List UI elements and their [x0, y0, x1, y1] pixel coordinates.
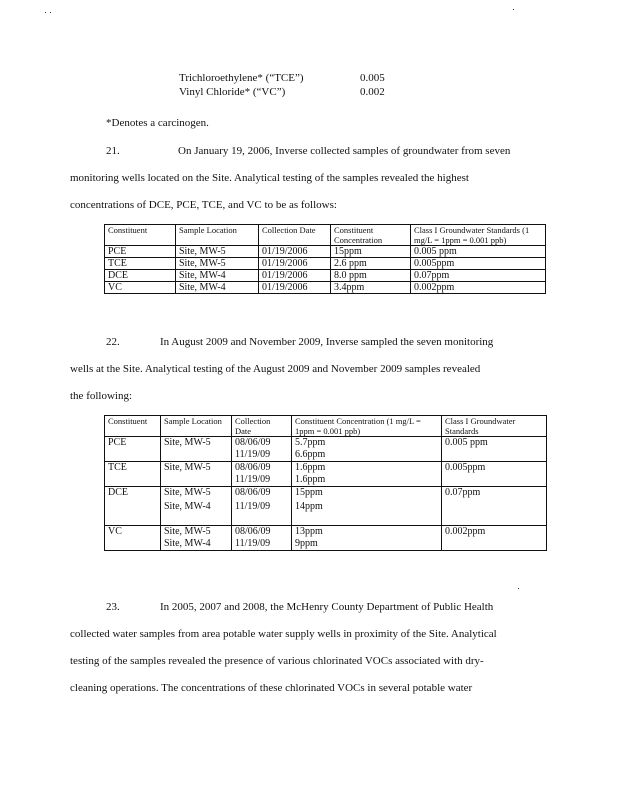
list-item-name: Vinyl Chloride* (“VC”) [179, 86, 286, 98]
table-cell: Site, MW-5 [176, 246, 259, 258]
table-cell: Site, MW-4 [176, 282, 259, 294]
table-cell: TCE [105, 462, 161, 487]
table-row [105, 487, 547, 502]
groundwater-table-2009 [104, 415, 547, 551]
table-cell: PCE [105, 437, 161, 462]
paragraph-number: 22. [106, 336, 120, 348]
column-header: Constituent [105, 225, 176, 246]
table-cell: Site, MW-5 [161, 526, 232, 539]
table-cell: 2.6 ppm [331, 258, 411, 270]
table-cell: 15ppm [331, 246, 411, 258]
table-cell: 14ppm [292, 501, 442, 526]
table-cell: 5.7ppm [292, 437, 442, 450]
table-cell: 8.0 ppm [331, 270, 411, 282]
table-row [105, 258, 546, 270]
paragraph-line: cleaning operations. The concentrations of these chlorinated VOCs in several potable water [70, 682, 473, 694]
table-cell: 0.07ppm [442, 487, 547, 526]
paragraph-number: 21. [106, 145, 120, 157]
table-cell: Site, MW-4 [161, 538, 232, 551]
table-cell: 0.005 ppm [442, 437, 547, 462]
paragraph-line: In August 2009 and November 2009, Inverse sampled the seven monitoring [160, 336, 494, 348]
table-cell: 08/06/09 [232, 462, 292, 475]
table-cell: 11/19/09 [232, 449, 292, 462]
table-cell: Site, MW-4 [176, 270, 259, 282]
table-cell: Site, MW-5 [161, 487, 232, 502]
table-cell: 1.6ppm [292, 462, 442, 475]
scan-speck [45, 12, 46, 13]
paragraph-line: concentrations of DCE, PCE, TCE, and VC to be as follows: [70, 199, 337, 211]
table-cell: Site, MW-5 [161, 462, 232, 475]
paragraph-number: 23. [106, 601, 120, 613]
table-cell [161, 474, 232, 487]
table-cell: 0.005ppm [411, 258, 546, 270]
table-header-row [105, 225, 546, 246]
column-header: Sample Location [176, 225, 259, 246]
table-row [105, 437, 547, 450]
table-cell: VC [105, 526, 161, 551]
column-header: Class I Groundwater Standards [442, 416, 547, 437]
table-cell: 0.002ppm [411, 282, 546, 294]
paragraph-line: testing of the samples revealed the presence of various chlorinated VOCs associated with dry- [70, 655, 484, 667]
table-cell: VC [105, 282, 176, 294]
table-cell [161, 449, 232, 462]
table-cell: 6.6ppm [292, 449, 442, 462]
list-item-value: 0.005 [360, 72, 385, 84]
table-cell: 9ppm [292, 538, 442, 551]
column-header: Collection Date [232, 416, 292, 437]
table-cell: 0.002ppm [442, 526, 547, 551]
table-cell: Site, MW-5 [161, 437, 232, 450]
table-cell: 0.005ppm [442, 462, 547, 487]
table-cell: PCE [105, 246, 176, 258]
table-row [105, 462, 547, 475]
table-header-row [105, 416, 547, 437]
table-row [105, 246, 546, 258]
table-cell: 01/19/2006 [259, 258, 331, 270]
table-cell: 08/06/09 [232, 437, 292, 450]
table-cell: 1.6ppm [292, 474, 442, 487]
table-cell: 3.4ppm [331, 282, 411, 294]
column-header: Collection Date [259, 225, 331, 246]
table-cell: Site, MW-5 [176, 258, 259, 270]
table-cell: 13ppm [292, 526, 442, 539]
table-cell: 01/19/2006 [259, 246, 331, 258]
paragraph-line: wells at the Site. Analytical testing of the August 2009 and November 2009 samples revealed [70, 363, 481, 375]
table-cell: 08/06/09 [232, 487, 292, 502]
table-cell: 11/19/09 [232, 538, 292, 551]
table-cell: 0.005 ppm [411, 246, 546, 258]
table-row [105, 526, 547, 539]
table-cell: DCE [105, 487, 161, 526]
table-cell: 01/19/2006 [259, 270, 331, 282]
list-item-name: Trichloroethylene* (“TCE”) [179, 72, 304, 84]
table-cell: TCE [105, 258, 176, 270]
footnote: *Denotes a carcinogen. [106, 117, 209, 129]
table-cell: 11/19/09 [232, 474, 292, 487]
paragraph-line: collected water samples from area potable water supply wells in proximity of the Site. Analytical [70, 628, 497, 640]
table-cell: 0.07ppm [411, 270, 546, 282]
paragraph-line: the following: [70, 390, 133, 402]
scan-speck [518, 588, 519, 589]
table-row [105, 270, 546, 282]
list-item-value: 0.002 [360, 86, 385, 98]
column-header: Class I Groundwater Standards (1 mg/L = 1ppm = 0.001 ppb) [411, 225, 546, 246]
column-header: Sample Location [161, 416, 232, 437]
table-cell: DCE [105, 270, 176, 282]
paragraph-line: monitoring wells located on the Site. Analytical testing of the samples revealed the highest [70, 172, 469, 184]
table-cell: 11/19/09 [232, 501, 292, 526]
table-cell: 15ppm [292, 487, 442, 502]
scan-speck [50, 12, 51, 13]
table-row [105, 282, 546, 294]
column-header: Constituent [105, 416, 161, 437]
paragraph-line: In 2005, 2007 and 2008, the McHenry County Department of Public Health [160, 601, 494, 613]
scan-speck [513, 9, 514, 10]
column-header: Constituent Concentration (1 mg/L = 1ppm = 0.001 ppb) [292, 416, 442, 437]
table-cell: 01/19/2006 [259, 282, 331, 294]
table-cell: Site, MW-4 [161, 501, 232, 526]
table-cell: 08/06/09 [232, 526, 292, 539]
column-header: Constituent Concentration [331, 225, 411, 246]
groundwater-table-2006 [104, 224, 546, 294]
paragraph-line: On January 19, 2006, Inverse collected samples of groundwater from seven [178, 145, 511, 157]
